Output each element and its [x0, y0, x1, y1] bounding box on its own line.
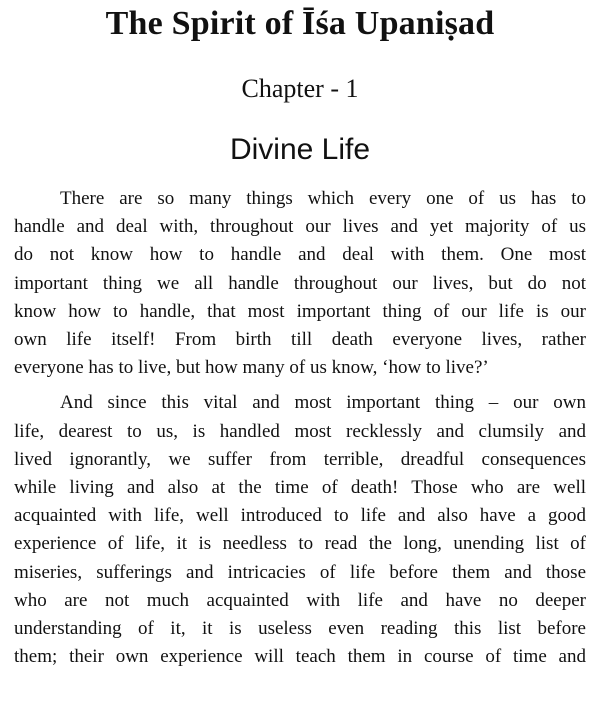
text-line: experience of life, it is needless to read the long, unending list of — [14, 533, 586, 555]
chapter-number: Chapter - 1 — [241, 74, 359, 103]
text-line: handle and deal with, throughout our lives and yet majority of us — [14, 216, 586, 238]
text-line: acquainted with life, well introduced to life and also have a good — [14, 505, 586, 527]
text-line: know how to handle, that most important thing of our life is our — [14, 300, 586, 322]
text-line: do not know how to handle and deal with them. One most — [14, 244, 586, 266]
text-line: understanding of it, it is useless even reading this list before — [14, 618, 586, 640]
text-line: them; their own experience will teach them in course of time and — [14, 646, 586, 668]
text-line: And since this vital and most important thing – our own — [60, 392, 586, 414]
text-line: who are not much acquainted with life and have no deeper — [14, 589, 586, 611]
text-line: lived ignorantly, we suffer from terrible, dreadful consequences — [14, 448, 586, 470]
text-line: life, dearest to us, is handled most recklessly and clumsily and — [14, 420, 586, 442]
text-line: There are so many things which every one of us has to — [60, 188, 586, 209]
text-line: important thing we all handle throughout our lives, but do not — [14, 272, 586, 294]
paragraph-2 — [14, 389, 586, 671]
paragraph-1 — [14, 185, 586, 382]
book-title: The Spirit of Īśa Upaniṣad — [105, 5, 495, 42]
chapter-title: Divine Life — [229, 133, 371, 166]
text-line: while living and also at the time of death! Those who are well — [14, 477, 586, 499]
body-text — [14, 185, 586, 671]
text-line: miseries, sufferings and intricacies of life before them and those — [14, 561, 586, 583]
text-line: everyone has to live, but how many of us know, ‘how to live?’ — [14, 357, 489, 379]
text-line: own life itself! From birth till death everyone lives, rather — [14, 329, 586, 351]
